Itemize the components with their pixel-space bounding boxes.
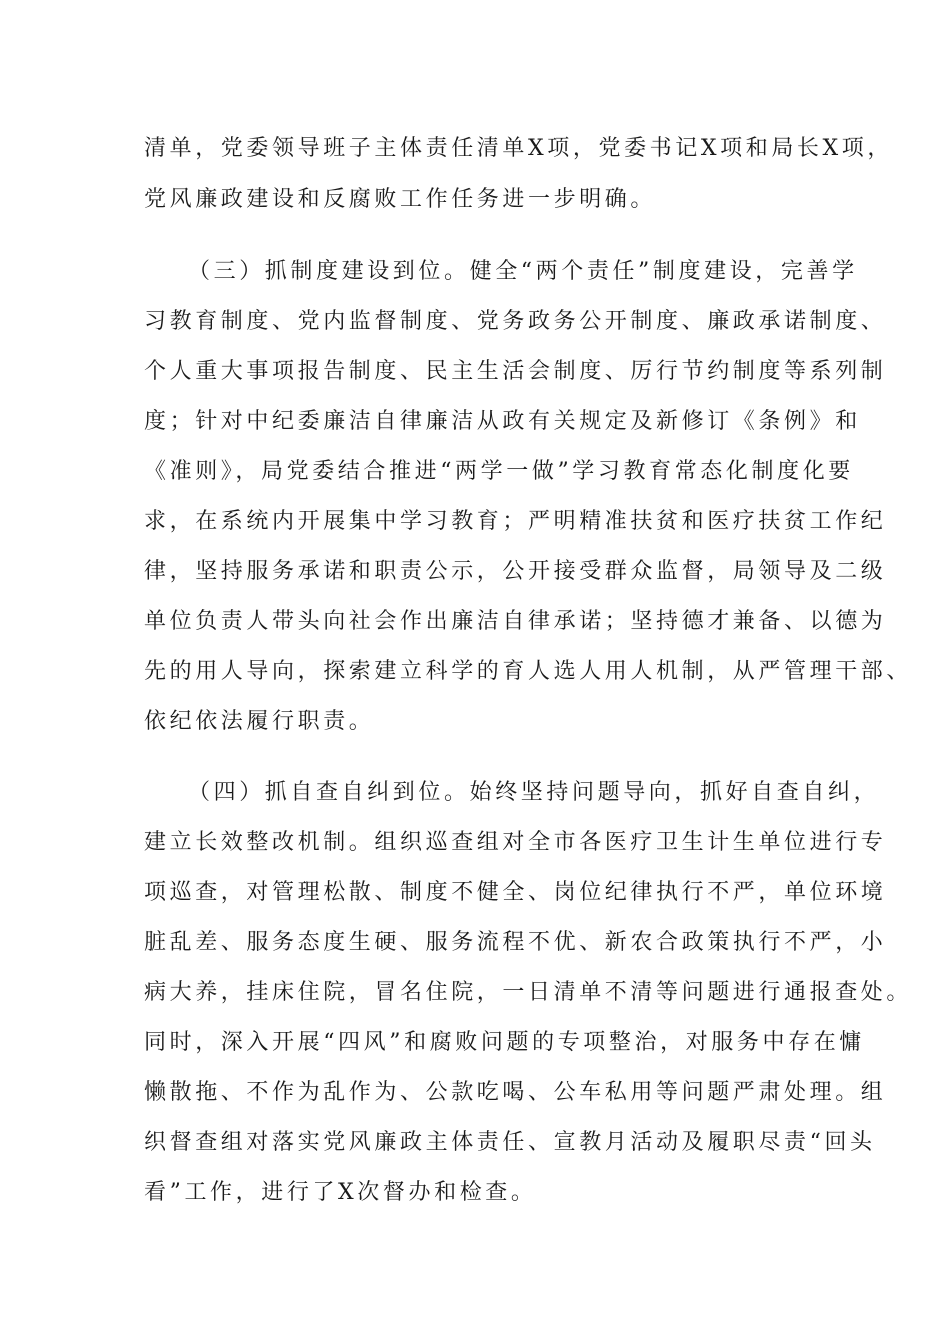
text-line: 律，坚持服务承诺和职责公示，公开接受群众监督，局领导及二级 [144, 559, 887, 584]
text-line: 依纪依法履行职责。 [144, 709, 375, 734]
text-line: 求，在系统内开展集中学习教育；严明精准扶贫和医疗扶贫工作纪 [144, 509, 887, 534]
text-line: 建立长效整改机制。组织巡查组对全市各医疗卫生计生单位进行专 [144, 830, 887, 855]
text-line: 病大养，挂床住院，冒名住院，一日清单不清等问题进行通报查处。 [144, 980, 913, 1005]
text-line: 项巡查，对管理松散、制度不健全、岗位纪律执行不严，单位环境 [144, 880, 887, 905]
text-line: （四）抓自查自纠到位。始终坚持问题导向，抓好自查自纠， [188, 780, 880, 805]
text-line: 看”工作，进行了X次督办和检查。 [144, 1180, 537, 1205]
text-line: 单位负责人带头向社会作出廉洁自律承诺；坚持德才兼备、以德为 [144, 609, 887, 634]
text-line: 清单，党委领导班子主体责任清单X项，党委书记X项和局长X项， [144, 136, 893, 161]
text-line: 习教育制度、党内监督制度、党务政务公开制度、廉政承诺制度、 [144, 309, 887, 334]
text-line: 《准则》，局党委结合推进“两学一做”学习教育常态化制度化要 [144, 459, 854, 484]
text-line: 先的用人导向，探索建立科学的育人选人用人机制，从严管理干部、 [144, 659, 913, 684]
text-line: 织督查组对落实党风廉政主体责任、宣教月活动及履职尽责“回头 [144, 1130, 876, 1155]
text-line: （三）抓制度建设到位。健全“两个责任”制度建设，完善学 [188, 259, 858, 284]
text-line: 懒散拖、不作为乱作为、公款吃喝、公车私用等问题严肃处理。组 [144, 1080, 887, 1105]
text-line: 同时，深入开展“四风”和腐败问题的专项整治，对服务中存在慵 [144, 1030, 865, 1055]
text-line: 党风廉政建设和反腐败工作任务进一步明确。 [144, 187, 657, 212]
text-line: 个人重大事项报告制度、民主生活会制度、厉行节约制度等系列制 [144, 359, 887, 384]
text-line: 度；针对中纪委廉洁自律廉洁从政有关规定及新修订《条例》和 [144, 409, 861, 434]
text-line: 脏乱差、服务态度生硬、服务流程不优、新农合政策执行不严，小 [144, 930, 887, 955]
